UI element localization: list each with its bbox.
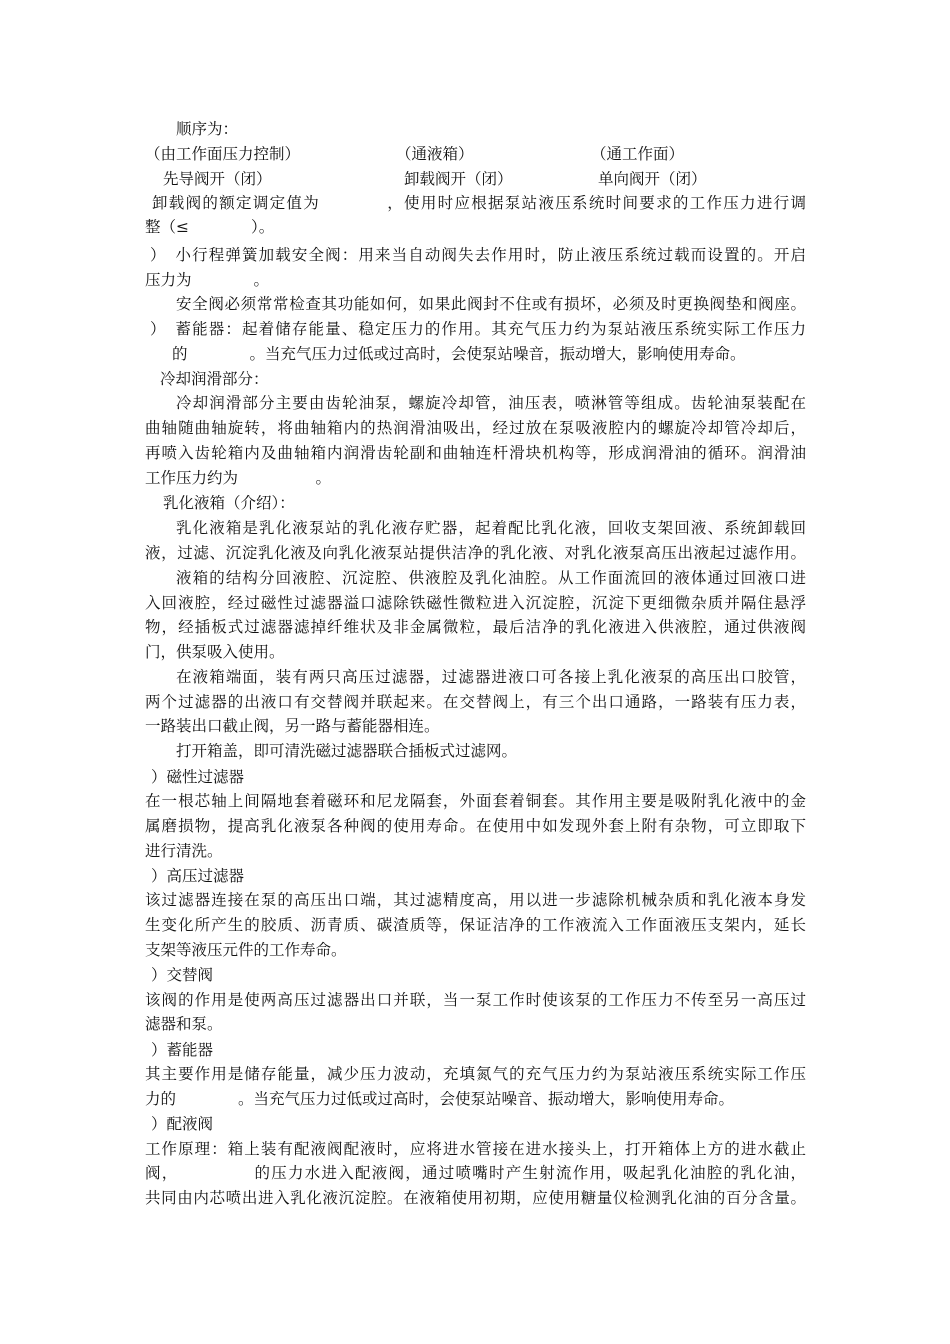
accumulator2-line-2: 力的 。当充气压力过低或过高时，会使泵站噪音、振动增大，影响使用寿命。	[145, 1090, 735, 1108]
unload-valve-line-2: 整（≤ ）。	[145, 218, 275, 236]
alternating-valve-line-1: 该阀的作用是使两高压过滤器出口并联，当一泵工作时使该泵的工作压力不传至另一高压过	[145, 991, 806, 1009]
alternating-valve-line-2: 滤器和泵。	[145, 1015, 223, 1033]
safety-valve-line-1: ） 小行程弹簧加载安全阀：用来当自动阀失去作用时，防止液压系统过载而设置的。开启	[150, 246, 806, 264]
sequence-valve-1: 先导阀开（闭）	[163, 170, 272, 188]
tank-para3-line-3: 一路装出口截止阀，另一路与蓄能器相连。	[145, 717, 440, 735]
sequence-label-2: （通液箱）	[396, 145, 474, 163]
magnetic-filter-line-1: 在一根芯轴上间隔地套着磁环和尼龙隔套，外面套着铜套。其作用主要是吸附乳化液中的金	[145, 792, 806, 810]
hp-filter-line-2: 生变化所产生的胶质、沥青质、碳渣质等，保证洁净的工作液流入工作面液压支架内，延长	[145, 916, 806, 934]
tank-para3-line-1: 在液箱端面，装有两只高压过滤器，过滤器进液口可各接上乳化液泵的高压出口胶管，	[176, 668, 806, 686]
sequence-label-1: （由工作面压力控制）	[145, 145, 301, 163]
hp-filter-heading: ）高压过滤器	[151, 867, 245, 885]
cooling-line-4: 工作压力约为 。	[145, 469, 332, 487]
magnetic-filter-line-3: 进行清洗。	[145, 842, 223, 860]
cooling-heading: 冷却润滑部分：	[160, 370, 269, 388]
accumulator2-heading: ）蓄能器	[151, 1041, 214, 1059]
hp-filter-line-1: 该过滤器连接在泵的高压出口端，其过滤精度高，用以进一步滤除机械杂质和乳化液本身发	[145, 891, 806, 909]
order-heading: 顺序为：	[176, 120, 239, 138]
magnetic-filter-line-2: 属磨损物，提高乳化液泵各种阀的使用寿命。在使用中如发现外套上附有杂物，可立即取下	[145, 817, 806, 835]
tank-para2-line-2: 入回液腔，经过磁性过滤器溢口滤除铁磁性微粒进入沉淀腔，沉淀下更细微杂质并隔住悬浮	[145, 594, 806, 612]
cooling-line-3: 再喷入齿轮箱内及曲轴箱内润滑齿轮副和曲轴连杆滑块机构等，形成润滑油的循环。润滑油	[145, 444, 806, 462]
magnetic-filter-heading: ）磁性过滤器	[151, 768, 245, 786]
accumulator-line-1: ） 蓄能器：起着储存能量、稳定压力的作用。其充气压力约为泵站液压系统实际工作压力	[150, 320, 806, 338]
accumulator2-line-1: 其主要作用是储存能量，减少压力波动，充填氮气的充气压力约为泵站液压系统实际工作压	[145, 1065, 806, 1083]
safety-valve-line-3: 安全阀必须常常检查其功能如何，如果此阀封不住或有损坏，必须及时更换阀垫和阀座。	[176, 295, 806, 313]
mixing-valve-line-3: 共同由内芯喷出进入乳化液沉淀腔。在液箱使用初期，应使用糖量仪检测乳化油的百分含量。	[145, 1189, 806, 1207]
tank-para3-line-2: 两个过滤器的出液口有交替阀并联起来。在交替阀上，有三个出口通路，一路装有压力表，	[145, 693, 806, 711]
tank-para1-line-2: 液，过滤、沉淀乳化液及向乳化液泵站提供洁净的乳化液、对乳化液泵高压出液起过滤作用。	[145, 544, 806, 562]
cooling-line-1: 冷却润滑部分主要由齿轮油泵，螺旋冷却管，油压表，喷淋管等组成。齿轮油泵装配在	[176, 394, 806, 412]
safety-valve-line-2: 压力为 。	[145, 271, 270, 289]
tank-para2-line-1: 液箱的结构分回液腔、沉淀腔、供液腔及乳化油腔。从工作面流回的液体通过回液口进	[176, 569, 806, 587]
sequence-valve-3: 单向阀开（闭）	[598, 170, 707, 188]
mixing-valve-heading: ）配液阀	[151, 1115, 214, 1133]
cooling-line-2: 曲轴随曲轴旋转，将曲轴箱内的热润滑油吸出，经过放在泵吸液腔内的螺旋冷却管冷却后，	[145, 419, 806, 437]
hp-filter-line-3: 支架等液压元件的工作寿命。	[145, 941, 347, 959]
mixing-valve-line-2: 阀， 的压力水进入配液阀，通过喷嘴时产生射流作用，吸起乳化油腔的乳化油，	[145, 1164, 806, 1182]
tank-para4-line-1: 打开箱盖，即可清洗磁过滤器联合插板式过滤网。	[176, 742, 518, 760]
tank-para2-line-3: 物，经插板式过滤器滤掉纤维状及非金属微粒，最后洁净的乳化液进入供液腔，通过供液阀	[145, 618, 806, 636]
tank-para1-line-1: 乳化液箱是乳化液泵站的乳化液存贮器，起着配比乳化液，回收支架回液、系统卸载回	[176, 519, 806, 537]
alternating-valve-heading: ）交替阀	[151, 966, 214, 984]
tank-para2-line-4: 门，供泵吸入使用。	[145, 643, 285, 661]
tank-heading: 乳化液箱（介绍）：	[163, 494, 295, 512]
sequence-label-3: （通工作面）	[591, 145, 685, 163]
sequence-valve-2: 卸载阀开（闭）	[404, 170, 513, 188]
unload-valve-line-1: 卸载阀的额定调定值为 ，使用时应根据泵站液压系统时间要求的工作压力进行调	[152, 194, 806, 212]
accumulator-line-2: 的 。当充气压力过低或过高时，会使泵站噪音，振动增大，影响使用寿命。	[172, 345, 746, 363]
mixing-valve-line-1: 工作原理：箱上装有配液阀配液时，应将进水管接在进水接头上，打开箱体上方的进水截止	[145, 1140, 806, 1158]
